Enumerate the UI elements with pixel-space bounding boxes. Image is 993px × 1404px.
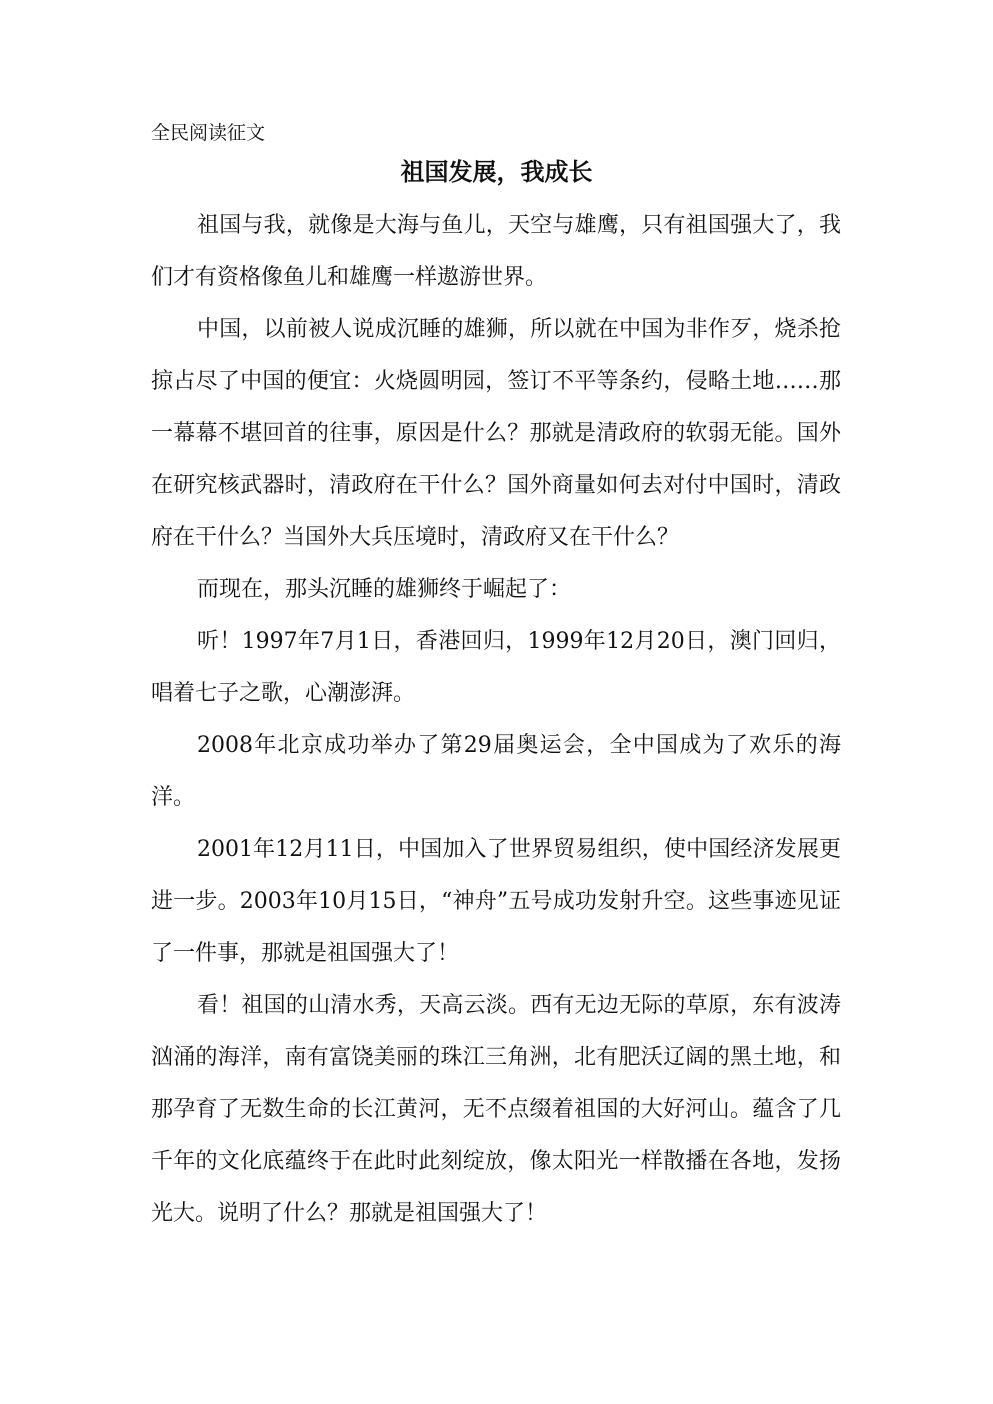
- paragraph-4: 听！1997年7月1日，香港回归，1999年12月20日，澳门回归，唱着七子之歌，心潮澎湃。: [151, 629, 841, 706]
- paragraph-6: 2001年12月11日，中国加入了世界贸易组织，使中国经济发展更进一步。2003年10月15日，“神舟”五号成功发射升空。这些事迹见证了一件事，那就是祖国强大了！: [151, 837, 841, 966]
- paragraph-3: 而现在，那头沉睡的雄狮终于崛起了：: [197, 577, 572, 602]
- essay-title: 祖国发展，我成长: [400, 157, 593, 186]
- essay-category: 全民阅读征文: [151, 122, 266, 144]
- paragraph-2: 中国，以前被人说成沉睡的雄狮，所以就在中国为非作歹，烧杀抢掠占尽了中国的便宜：火烧圆明园，签订不平等条约，侵略土地……那一幕幕不堪回首的往事，原因是什么？那就是清政府的软弱无能。国外在研究核武器时，清政府在干什么？国外商量如何去对付中国时，清政府在干什么？当国外大兵压境时，清政府又在干什么？: [151, 317, 841, 550]
- paragraph-5: 2008年北京成功举办了第29届奥运会，全中国成为了欢乐的海洋。: [151, 733, 841, 810]
- essay-body: [151, 200, 841, 1240]
- paragraph-1: 祖国与我，就像是大海与鱼儿，天空与雄鹰，只有祖国强大了，我们才有资格像鱼儿和雄鹰一样遨游世界。: [151, 213, 841, 290]
- paragraph-7: 看！祖国的山清水秀，天高云淡。西有无边无际的草原，东有波涛汹涌的海洋，南有富饶美丽的珠江三角洲，北有肥沃辽阔的黑土地，和那孕育了无数生命的长江黄河，无不点缀着祖国的大好河山。蕴含了几千年的文化底蕴终于在此时此刻绽放，像太阳光一样散播在各地，发扬光大。说明了什么？那就是祖国强大了！: [151, 993, 841, 1226]
